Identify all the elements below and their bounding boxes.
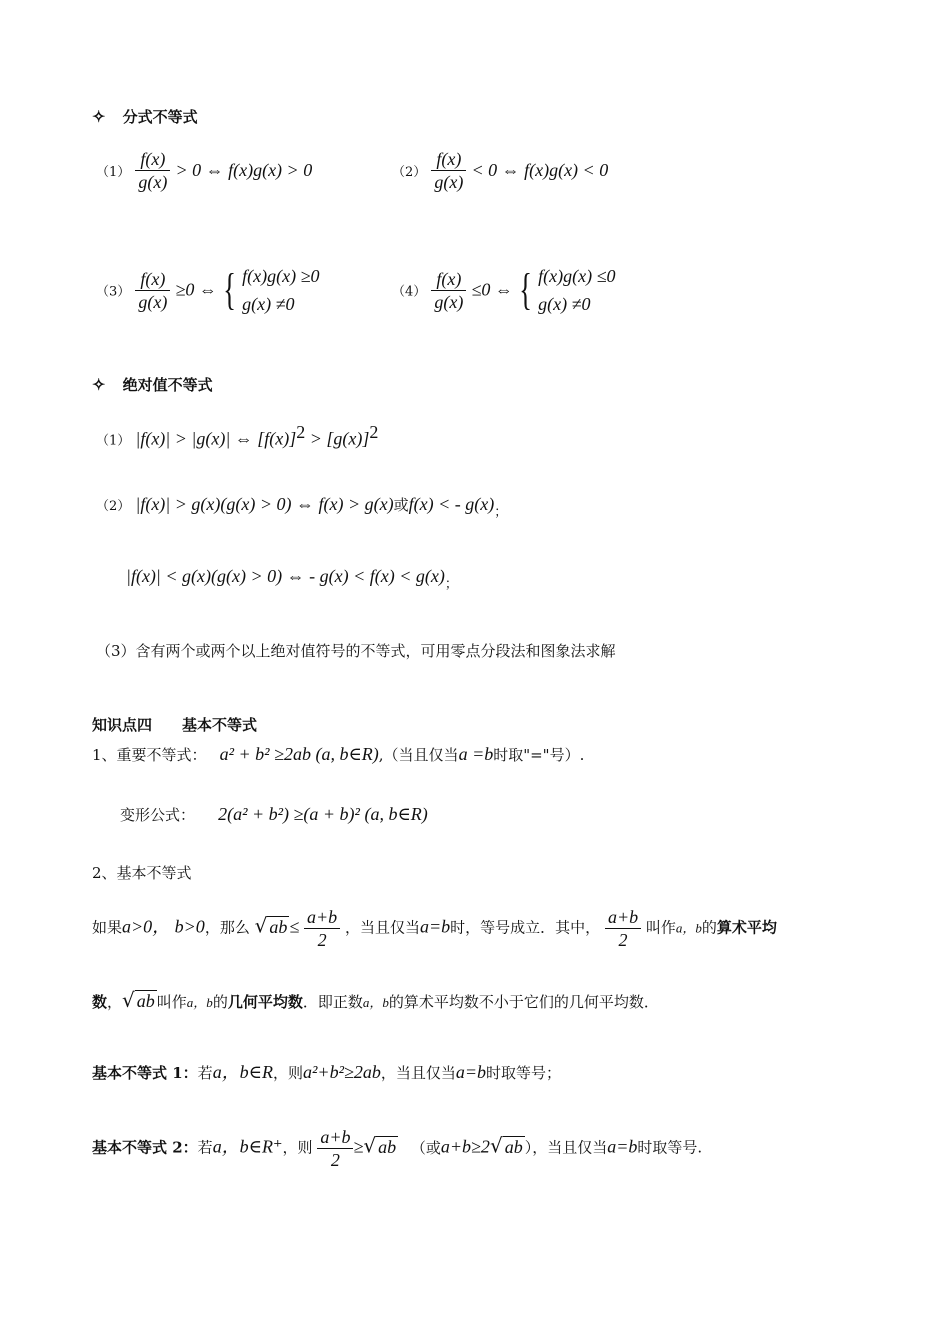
item-number: （1） bbox=[96, 165, 131, 180]
radical-sign: √ bbox=[363, 1133, 377, 1158]
formula: a>0， b>0 bbox=[122, 916, 205, 937]
formula: a，b bbox=[362, 995, 389, 1010]
text: 叫作 bbox=[645, 918, 676, 937]
item-number: （1） bbox=[96, 433, 131, 449]
fraction-denominator: g(x) bbox=[434, 291, 464, 312]
fraction-ineq-2 bbox=[392, 148, 608, 193]
text: ，当且仅当 bbox=[380, 1064, 456, 1082]
fraction-denominator: g(x) bbox=[434, 172, 464, 192]
fraction-numerator: f(x) bbox=[431, 268, 466, 291]
text: ，则 bbox=[282, 1138, 313, 1157]
text: 叫作 bbox=[156, 993, 187, 1011]
formula-rhs: > 0 ⇔ f(x)g(x) > 0 bbox=[175, 160, 313, 180]
left-brace: { bbox=[519, 265, 532, 314]
fraction-denominator: 2 bbox=[317, 930, 327, 950]
bold-term: 几何平均数 bbox=[227, 993, 303, 1011]
text: 时取等号； bbox=[486, 1064, 562, 1082]
item-number: （4） bbox=[392, 284, 427, 300]
diamond-star-icon: ✧ bbox=[92, 107, 106, 126]
case-line: f(x)g(x) ≤0 bbox=[538, 266, 616, 286]
fraction-numerator: a+b bbox=[304, 906, 340, 929]
formula: ab bbox=[504, 1136, 523, 1157]
formula: a，b∈R⁺ bbox=[212, 1136, 283, 1157]
text: 若 bbox=[197, 1138, 213, 1157]
formula: ≥ bbox=[353, 1136, 364, 1157]
important-inequality bbox=[92, 744, 584, 765]
item-number: （2） bbox=[392, 165, 427, 180]
formula-rhs: ≤0 ⇔ bbox=[471, 279, 513, 300]
bold-label: 基本不等式 2： bbox=[92, 1138, 198, 1157]
formula: 2(a² + b²) ≥(a + b)² (a, b∈R) bbox=[218, 804, 428, 824]
formula: a=b bbox=[607, 1136, 638, 1157]
fraction bbox=[304, 906, 340, 951]
text: 的算术平均数不小于它们的几何平均数． bbox=[388, 993, 659, 1011]
or-text: 或 bbox=[393, 496, 409, 514]
formula: |f(x)| > g(x)(g(x) > 0) ⇔ f(x) > g(x) bbox=[135, 494, 394, 514]
formula: a²+b²≥2ab bbox=[303, 1062, 381, 1082]
bold-term: 算术平均 bbox=[716, 918, 777, 937]
formula: a=b bbox=[455, 1062, 487, 1082]
text: 如果 bbox=[92, 918, 123, 937]
fraction bbox=[431, 268, 466, 313]
radical-sign: √ bbox=[122, 988, 135, 1012]
formula: ab bbox=[378, 1136, 397, 1157]
case-line: g(x) ≠0 bbox=[538, 294, 591, 314]
item-number: （2） bbox=[96, 499, 131, 514]
basic-inequality-1 bbox=[92, 1058, 561, 1084]
formula: a，b∈R bbox=[212, 1062, 274, 1082]
paragraph-2 bbox=[92, 988, 659, 1012]
abs-ineq-1: （1） |f(x)| > |g(x)| ⇔ $[f(x)]^2 > [g(x)]^2$ bbox=[96, 422, 379, 449]
subheading-basic: 2、基本不等式 bbox=[92, 864, 192, 882]
fraction bbox=[317, 1126, 353, 1171]
left-brace: { bbox=[223, 265, 236, 314]
fraction-numerator: a+b bbox=[605, 906, 641, 929]
cases bbox=[242, 262, 319, 318]
formula-rhs: < 0 ⇔ f(x)g(x) < 0 bbox=[471, 160, 609, 180]
text: ），当且仅当 bbox=[524, 1138, 608, 1157]
formula: |f(x)| < g(x)(g(x) > 0) ⇔ - g(x) < f(x) < g(x) bbox=[126, 566, 445, 586]
fraction-numerator: f(x) bbox=[135, 268, 170, 291]
case-line: f(x)g(x) ≥0 bbox=[242, 266, 320, 286]
note: ,（当且仅当 bbox=[378, 746, 459, 764]
fraction-denominator: g(x) bbox=[138, 172, 168, 192]
formula: a² + b² ≥2ab (a, b∈R) bbox=[219, 744, 379, 764]
text: 时，等号成立．其中， bbox=[450, 918, 601, 937]
note: 时取"="号）. bbox=[493, 746, 585, 764]
fraction-numerator: f(x) bbox=[431, 148, 466, 171]
formula: a+b≥2 bbox=[440, 1136, 490, 1157]
formula: ≤ bbox=[289, 916, 300, 937]
variant-formula bbox=[120, 804, 428, 825]
formula: ab bbox=[136, 991, 155, 1011]
punctuation: ； bbox=[494, 505, 508, 520]
section-heading-fractional: ✧ 分式不等式 bbox=[92, 107, 198, 126]
fraction bbox=[135, 148, 170, 193]
radical-sign: √ bbox=[489, 1133, 503, 1158]
fraction-denominator: 2 bbox=[618, 930, 628, 950]
formula: ab bbox=[269, 916, 288, 937]
text: 时取等号. bbox=[637, 1138, 703, 1157]
formula: a =b bbox=[458, 744, 494, 764]
item-number: （3） bbox=[96, 284, 131, 300]
abs-ineq-2b bbox=[126, 566, 458, 592]
text: 的 bbox=[212, 993, 228, 1011]
basic-inequality-2 bbox=[92, 1126, 702, 1171]
text: ， bbox=[107, 993, 123, 1011]
abs-ineq-2 bbox=[96, 494, 507, 520]
fraction-denominator: 2 bbox=[330, 1150, 340, 1170]
text: ．即正数 bbox=[302, 993, 363, 1011]
formula: |f(x)| > |g(x)| ⇔ [f(x)] bbox=[135, 428, 297, 449]
section-heading-absolute: ✧ 绝对值不等式 bbox=[92, 375, 213, 394]
text: ，则 bbox=[273, 1064, 304, 1082]
abs-ineq-3: （3）含有两个或两个以上绝对值符号的不等式，可用零点分段法和图象法求解 bbox=[96, 642, 616, 660]
fraction bbox=[605, 906, 641, 951]
formula: a，b bbox=[675, 920, 702, 936]
fraction-numerator: a+b bbox=[317, 1126, 353, 1149]
fraction-numerator: f(x) bbox=[135, 148, 170, 171]
fraction-ineq-3 bbox=[96, 262, 320, 318]
paragraph-1 bbox=[92, 906, 777, 951]
fraction-ineq-1 bbox=[96, 148, 312, 193]
text: 的 bbox=[701, 918, 717, 937]
fraction bbox=[135, 268, 170, 313]
section-heading-basic: 知识点四 基本不等式 bbox=[92, 716, 258, 734]
bold-term: 数 bbox=[92, 993, 108, 1011]
formula: a，b bbox=[186, 995, 213, 1010]
text: ，当且仅当 bbox=[344, 918, 420, 937]
punctuation: ； bbox=[444, 577, 458, 592]
fraction bbox=[431, 148, 466, 193]
fraction-ineq-4 bbox=[392, 262, 616, 318]
bold-label: 基本不等式 1： bbox=[92, 1064, 198, 1082]
case-line: g(x) ≠0 bbox=[242, 294, 295, 314]
formula: a=b bbox=[419, 916, 451, 937]
radical-sign: √ bbox=[254, 913, 268, 938]
formula: > [g(x)] bbox=[305, 428, 370, 449]
diamond-star-icon: ✧ bbox=[92, 375, 106, 394]
formula: f(x) < - g(x) bbox=[408, 494, 495, 514]
cases bbox=[538, 262, 615, 318]
label: 1、重要不等式： bbox=[92, 746, 207, 764]
text: （或 bbox=[410, 1138, 441, 1157]
label: 变形公式： bbox=[120, 806, 196, 824]
formula-rhs: ≥0 ⇔ bbox=[175, 279, 217, 300]
fraction-denominator: g(x) bbox=[138, 291, 168, 312]
text: 若 bbox=[197, 1064, 213, 1082]
text: ，那么 bbox=[204, 918, 250, 937]
